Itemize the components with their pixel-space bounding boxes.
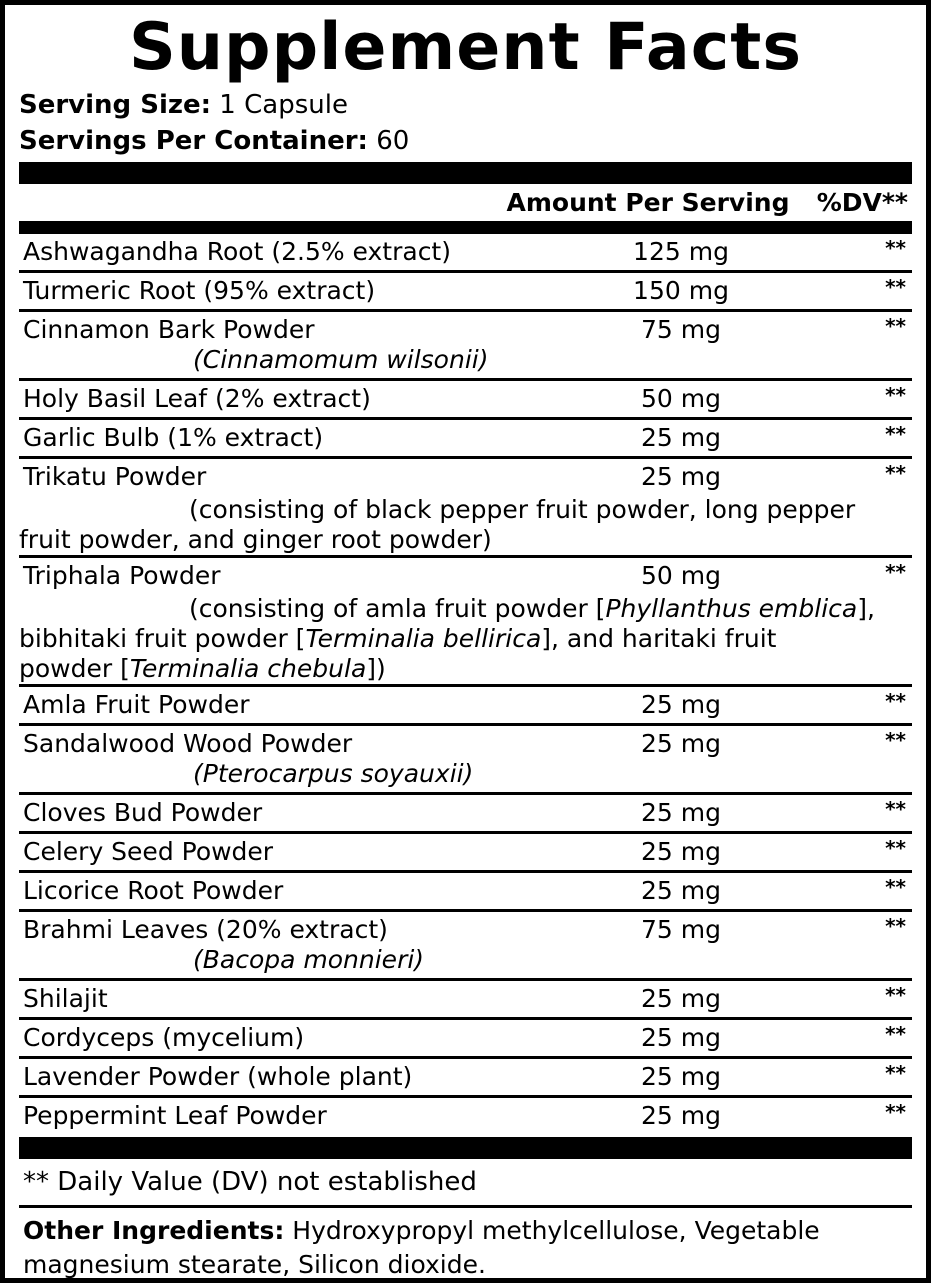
subtext-text: ]) bbox=[366, 654, 386, 683]
subtext-latin-name: Phyllanthus emblica bbox=[605, 594, 858, 623]
ingredient-amount: 25 mg bbox=[566, 686, 796, 725]
table-row bbox=[19, 833, 912, 872]
ingredient-dv: ** bbox=[796, 872, 912, 911]
ingredients-table bbox=[19, 234, 912, 1134]
ingredient-dv: ** bbox=[796, 980, 912, 1019]
table-row bbox=[19, 557, 912, 595]
ingredient-name: Garlic Bulb (1% extract) bbox=[19, 419, 566, 458]
ingredient-name: Brahmi Leaves (20% extract) bbox=[23, 915, 388, 944]
ingredient-amount: 50 mg bbox=[641, 561, 721, 590]
ingredient-subtext-line1 bbox=[19, 594, 912, 624]
table-row bbox=[19, 794, 912, 833]
ingredient-name: Peppermint Leaf Powder bbox=[23, 1101, 327, 1130]
page-title: Supplement Facts bbox=[128, 10, 803, 85]
ingredient-name: Celery Seed Powder bbox=[19, 833, 566, 872]
table-row bbox=[19, 1058, 912, 1097]
ingredient-dv: ** bbox=[796, 272, 912, 311]
table-row bbox=[19, 234, 912, 272]
table-row bbox=[19, 872, 912, 911]
table-row bbox=[19, 272, 912, 311]
other-ingredients-label: Other Ingredients: bbox=[23, 1216, 285, 1245]
ingredient-dv: ** bbox=[796, 380, 912, 419]
ingredient-dv: ** bbox=[796, 686, 912, 725]
divider-thick-header bbox=[19, 221, 912, 234]
ingredient-name: Licorice Root Powder bbox=[19, 872, 566, 911]
ingredient-name: Ashwagandha Root (2.5% extract) bbox=[19, 234, 566, 272]
ingredient-name: Sandalwood Wood Powder bbox=[23, 729, 353, 758]
ingredient-amount: 25 mg bbox=[566, 1058, 796, 1097]
ingredient-name: Lavender Powder (whole plant) bbox=[19, 1058, 566, 1097]
ingredient-dv: ** bbox=[796, 1058, 912, 1097]
ingredient-subtext-block bbox=[19, 495, 912, 557]
daily-value-footnote: ** Daily Value (DV) not established bbox=[23, 1167, 477, 1197]
ingredient-amount: 25 mg bbox=[641, 1101, 721, 1130]
ingredient-dv: ** bbox=[796, 725, 912, 794]
ingredient-dv: ** bbox=[796, 234, 912, 272]
other-ingredients bbox=[19, 1208, 912, 1282]
ingredient-amount: 50 mg bbox=[566, 380, 796, 419]
ingredient-subtext: (Cinnamomum wilsonii) bbox=[193, 345, 489, 374]
subtext-text: ], bbox=[857, 594, 875, 623]
ingredient-dv: ** bbox=[885, 461, 906, 485]
divider-thick-bottom bbox=[19, 1137, 912, 1159]
ingredient-name: Shilajit bbox=[19, 980, 566, 1019]
table-row bbox=[19, 1097, 912, 1135]
ingredient-subtext-line1: (consisting of black pepper fruit powder, long pepper bbox=[189, 495, 856, 524]
ingredient-name: Triphala Powder bbox=[23, 561, 221, 590]
serving-size-label: Serving Size: bbox=[19, 90, 212, 120]
subtext-text: powder [ bbox=[19, 654, 130, 683]
ingredient-name: Amla Fruit Powder bbox=[19, 686, 566, 725]
table-header-row bbox=[19, 184, 912, 221]
ingredient-subtext: (Pterocarpus soyauxii) bbox=[193, 759, 474, 788]
ingredient-dv: ** bbox=[796, 1019, 912, 1058]
ingredient-name-block bbox=[19, 911, 566, 980]
ingredient-name: Turmeric Root (95% extract) bbox=[19, 272, 566, 311]
subtext-text: (consisting of amla fruit powder [ bbox=[189, 594, 606, 623]
ingredient-amount: 25 mg bbox=[566, 980, 796, 1019]
table-row-continuation bbox=[19, 495, 912, 557]
ingredient-subtext-line2: fruit powder, and ginger root powder) bbox=[19, 525, 492, 554]
ingredient-subtext-line2 bbox=[19, 624, 912, 654]
ingredient-subtext: (Bacopa monnieri) bbox=[193, 945, 425, 974]
ingredient-dv: ** bbox=[796, 911, 912, 980]
ingredient-name: Cordyceps (mycelium) bbox=[19, 1019, 566, 1058]
table-row-continuation bbox=[19, 594, 912, 686]
header-daily-value: %DV** bbox=[816, 188, 908, 217]
ingredient-amount: 25 mg bbox=[641, 462, 721, 491]
ingredient-name: Holy Basil Leaf (2% extract) bbox=[19, 380, 566, 419]
subtext-text: ], and haritaki fruit bbox=[541, 624, 777, 653]
ingredient-dv: ** bbox=[796, 833, 912, 872]
ingredient-subtext-block bbox=[19, 594, 912, 686]
divider-thick-top bbox=[19, 162, 912, 184]
ingredient-amount: 25 mg bbox=[566, 833, 796, 872]
other-ingredients-value: Hydroxypropyl methylcellulose, Vegetable magnesium stearate, Silicon dioxide. bbox=[23, 1216, 820, 1279]
table-row bbox=[19, 458, 912, 496]
serving-size-line bbox=[19, 87, 912, 123]
ingredient-amount: 25 mg bbox=[566, 794, 796, 833]
table-row bbox=[19, 911, 912, 980]
ingredient-name: Cinnamon Bark Powder bbox=[23, 315, 315, 344]
ingredient-amount: 125 mg bbox=[566, 234, 796, 272]
ingredient-subtext-line3 bbox=[19, 654, 912, 684]
ingredient-amount: 75 mg bbox=[566, 911, 796, 980]
table-row bbox=[19, 380, 912, 419]
ingredient-dv: ** bbox=[885, 560, 906, 584]
ingredient-amount: 25 mg bbox=[566, 725, 796, 794]
ingredient-amount: 150 mg bbox=[566, 272, 796, 311]
table-row bbox=[19, 980, 912, 1019]
header-amount-per-serving: Amount Per Serving bbox=[506, 188, 790, 217]
servings-per-container-value: 60 bbox=[376, 126, 410, 156]
ingredient-amount: 25 mg bbox=[566, 419, 796, 458]
ingredient-amount: 25 mg bbox=[566, 872, 796, 911]
ingredient-dv: ** bbox=[796, 794, 912, 833]
ingredient-amount: 75 mg bbox=[566, 311, 796, 380]
serving-size-value: 1 Capsule bbox=[219, 90, 348, 120]
table-row bbox=[19, 419, 912, 458]
table-row bbox=[19, 1019, 912, 1058]
table-row bbox=[19, 686, 912, 725]
ingredient-amount: 25 mg bbox=[566, 1019, 796, 1058]
subtext-latin-name: Terminalia chebula bbox=[129, 654, 367, 683]
ingredient-dv: ** bbox=[885, 1100, 906, 1124]
ingredient-name-block bbox=[19, 311, 566, 380]
servings-per-container-line bbox=[19, 123, 912, 159]
ingredient-name: Cloves Bud Powder bbox=[19, 794, 566, 833]
table-row bbox=[19, 725, 912, 794]
subtext-latin-name: Terminalia bellirica bbox=[305, 624, 542, 653]
subtext-text: bibhitaki fruit powder [ bbox=[19, 624, 306, 653]
ingredient-name-block bbox=[19, 725, 566, 794]
ingredient-name: Trikatu Powder bbox=[23, 462, 207, 491]
ingredient-dv: ** bbox=[796, 419, 912, 458]
table-row bbox=[19, 311, 912, 380]
servings-per-container-label: Servings Per Container: bbox=[19, 126, 368, 156]
ingredient-dv: ** bbox=[796, 311, 912, 380]
